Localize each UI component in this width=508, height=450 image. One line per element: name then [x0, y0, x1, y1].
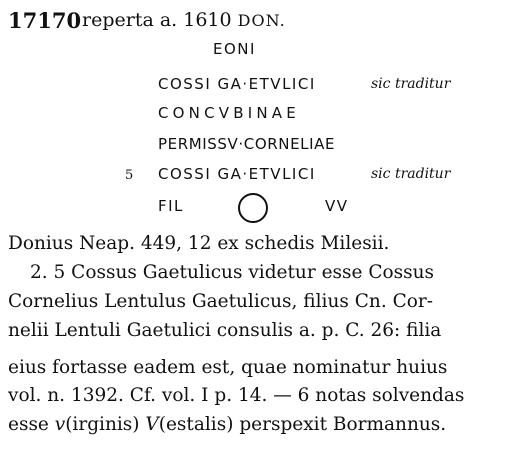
commentary-line: eius fortasse eadem est, quae nominatur huius: [8, 357, 448, 378]
line-number: 5: [125, 168, 134, 183]
commentary-line: Cornelius Lentulus Gaetulicus, filius Cn. Cor-: [8, 291, 433, 312]
source-abbreviation: DON.: [237, 11, 286, 30]
editorial-note: sic traditur: [371, 166, 451, 182]
header-text: [82, 9, 286, 31]
commentary-line: 2. 5 Cossus Gaetulicus videtur esse Cossus: [30, 262, 435, 283]
inscription-line-6-right: VV: [325, 197, 349, 215]
inscription-line-5: COSSI GA·ETVLICI: [158, 165, 316, 183]
inscription-line-2: COSSI GA·ETVLICI: [158, 75, 316, 93]
abbreviation-V: V: [145, 414, 159, 435]
inscription-line-4: PERMISSV·CORNELIAE: [158, 135, 336, 153]
inscription-line-3: CONCVBINAE: [158, 104, 300, 122]
source-citation: Donius Neap. 449, 12 ex schedis Milesii.: [8, 233, 390, 254]
editorial-note: sic traditur: [371, 76, 451, 92]
inscription-line-1: EONI: [213, 40, 256, 58]
commentary-line: nelii Lentuli Gaetulici consulis a. p. C. 26: filia: [8, 320, 442, 341]
inscription-line-6-left: FIL: [158, 197, 184, 215]
inscription-number: 17170: [8, 8, 82, 33]
circle-symbol: [238, 193, 268, 223]
find-date: reperta a. 1610: [82, 9, 232, 31]
abbreviation-v: v: [54, 414, 66, 435]
commentary-line: vol. n. 1392. Cf. vol. I p. 14. — 6 notas solvendas: [8, 385, 465, 406]
commentary-line-last: esse v(irginis) V(estalis) perspexit Bormannus.: [8, 414, 447, 435]
